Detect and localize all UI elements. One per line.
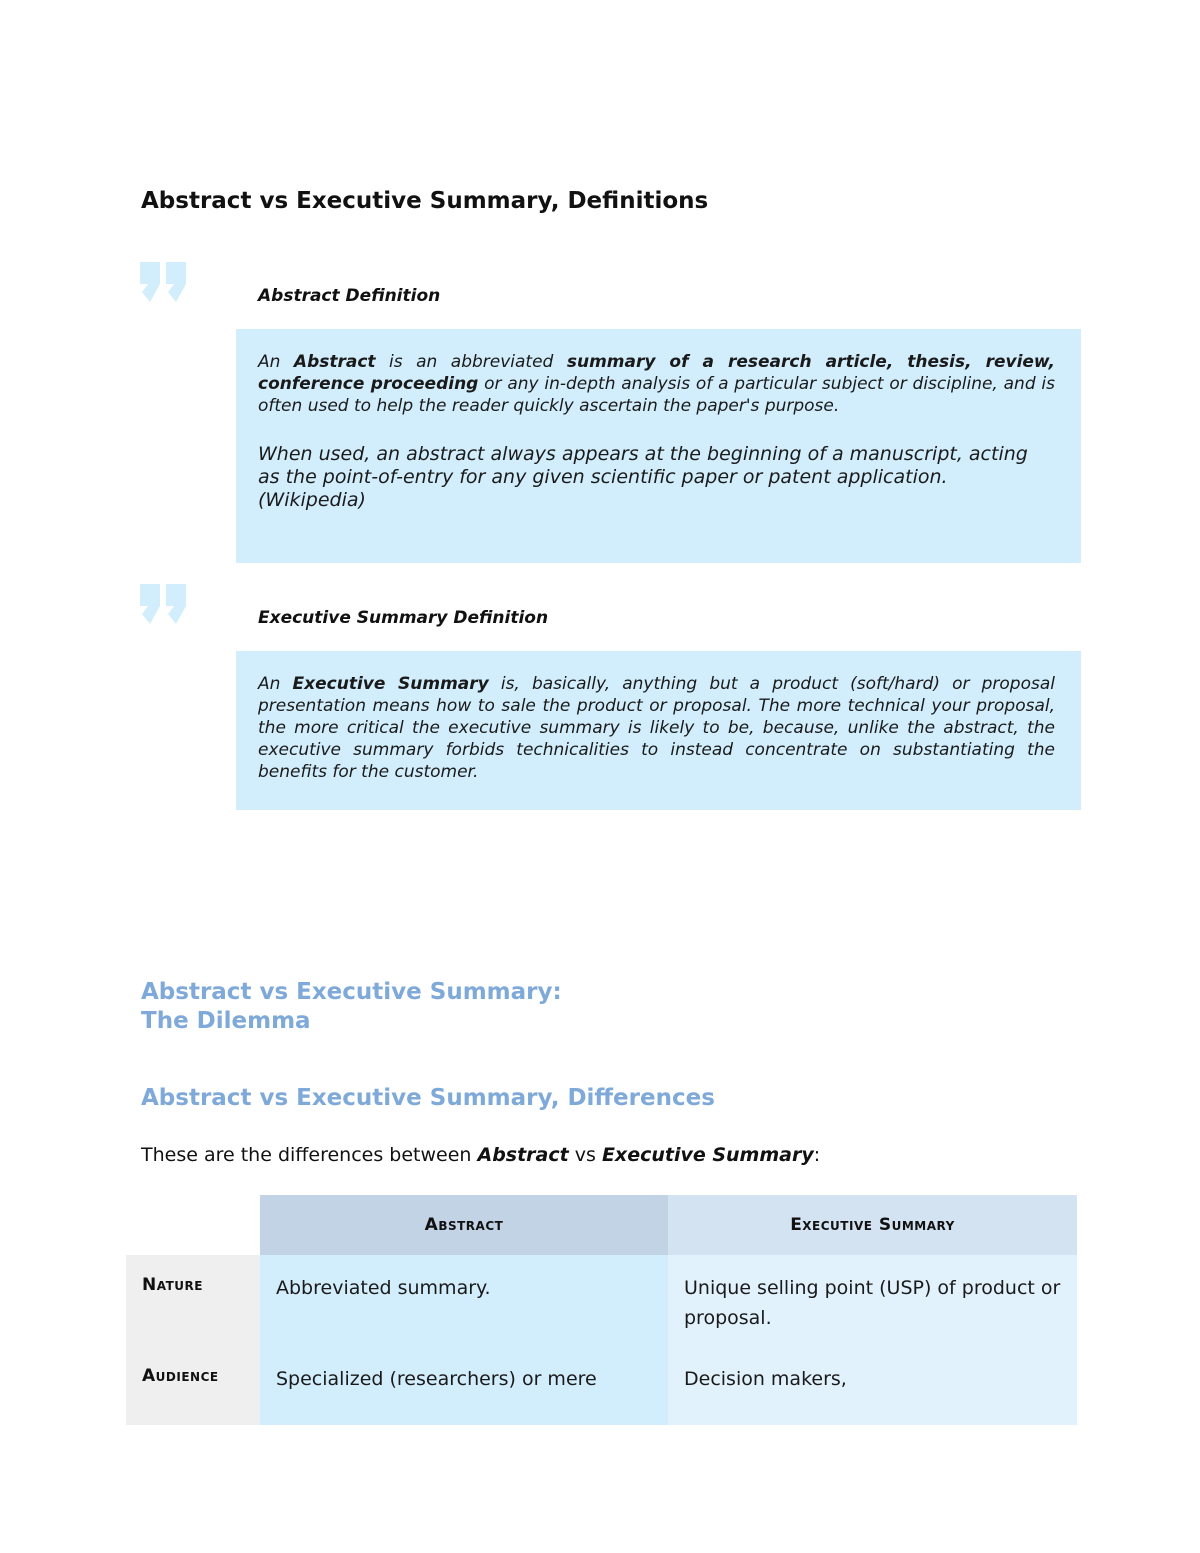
term-abstract: Abstract (477, 1144, 569, 1166)
row-label-nature: Nature (126, 1255, 260, 1346)
term-abstract: Abstract (293, 352, 376, 372)
executive-summary-definition-text (258, 673, 1055, 783)
dilemma-heading (141, 978, 562, 1036)
term-executive-summary: Executive Summary (601, 1144, 814, 1166)
cell-nature-abstract: Abbreviated summary. (260, 1255, 668, 1346)
quote-icon (138, 262, 190, 308)
abstract-definition-box (236, 329, 1081, 563)
text-segment: is, basically, anything but a product (soft/hard) or proposal presentation means how to sale the product or proposal. The more technical your proposal, the more critical the executive summary is likely to be, because, unlike the abstract, the executive summary forbids technicalities to instead concentrate on substantiating the benefits for the customer. (258, 674, 1055, 782)
term-executive-summary: Executive Summary (292, 674, 489, 694)
text-segment: : (813, 1144, 821, 1166)
table-corner-cell (126, 1195, 260, 1255)
text-segment: or any in-depth analysis of a particular subject or discipline, and is often used to help the reader quickly ascertain the paper's purpose. (258, 374, 1055, 416)
differences-heading: Abstract vs Executive Summary, Differences (141, 1085, 715, 1111)
dilemma-heading-line1: Abstract vs Executive Summary: (141, 979, 562, 1005)
text-segment: is an abbreviated (375, 352, 567, 372)
text-segment: An (258, 352, 294, 372)
table-row (126, 1255, 1077, 1346)
executive-summary-definition-box (236, 651, 1081, 810)
page-title: Abstract vs Executive Summary, Definitions (141, 188, 709, 214)
text-segment: vs (568, 1144, 602, 1166)
bold-phrase: summary of a research article, thesis, review, conference proceeding (258, 352, 1056, 394)
column-header-abstract: Abstract (260, 1195, 668, 1255)
abstract-definition-usage: When used, an abstract always appears at the beginning of a manuscript, acting as the point-of-entry for any given scientific paper or patent application. (Wikipedia) (258, 443, 1028, 511)
cell-nature-executive: Unique selling point (USP) of product or proposal. (668, 1255, 1077, 1346)
differences-intro (141, 1144, 820, 1166)
column-header-executive-summary: Executive Summary (668, 1195, 1077, 1255)
cell-audience-abstract: Specialized (researchers) or mere (260, 1346, 668, 1425)
row-label-audience: Audience (126, 1346, 260, 1425)
executive-summary-definition-label: Executive Summary Definition (258, 608, 549, 628)
cell-audience-executive: Decision makers, (668, 1346, 1077, 1425)
abstract-definition-text (258, 351, 1055, 417)
table-row (126, 1346, 1077, 1425)
abstract-definition-label: Abstract Definition (258, 286, 441, 306)
comparison-table (126, 1195, 1077, 1425)
text-segment: An (258, 674, 293, 694)
dilemma-heading-line2: The Dilemma (141, 1008, 311, 1034)
quote-icon (138, 584, 190, 630)
text-segment: These are the differences between (141, 1144, 478, 1166)
table-header-row (126, 1195, 1077, 1255)
